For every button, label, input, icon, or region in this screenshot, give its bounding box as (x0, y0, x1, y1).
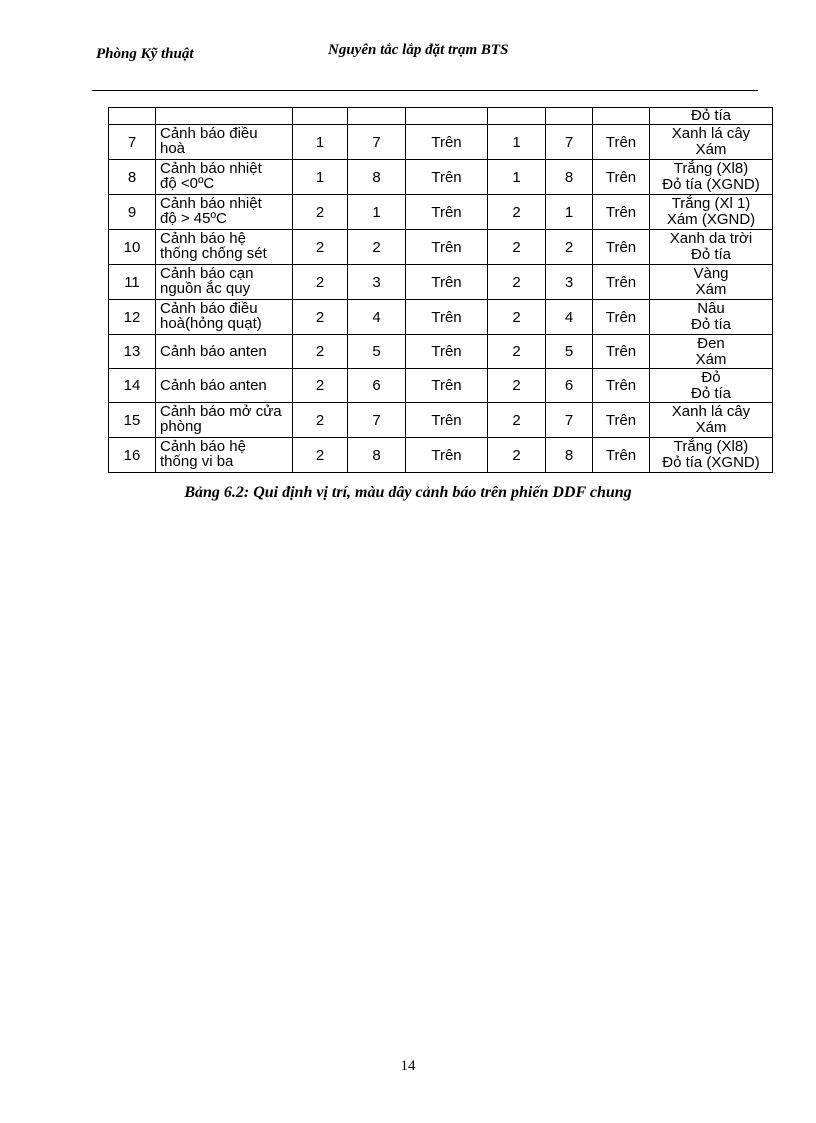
wire-color-primary: Xanh lá cây (671, 403, 751, 420)
wire-color-primary: Xanh da trời (669, 230, 753, 247)
page-number: 14 (400, 1058, 416, 1074)
wire-color-primary: Xanh lá cây (671, 125, 751, 142)
cell-no: 15 (109, 403, 156, 438)
cell-c6: Trên (593, 438, 650, 473)
table-row (109, 335, 773, 369)
cell-c4: 2 (488, 195, 546, 230)
table-row (109, 125, 773, 160)
cell-c5: 1 (546, 195, 593, 230)
cell-c1: 2 (293, 230, 348, 265)
cell-c5: 5 (546, 335, 593, 369)
cell-name-line1: Cảnh báo điều (160, 125, 258, 142)
cell-no (109, 108, 156, 125)
cell-name (156, 265, 293, 300)
cell-c1: 1 (293, 160, 348, 195)
cell-no: 12 (109, 300, 156, 335)
cell-name-line2: độ > 45ºC (160, 210, 227, 227)
cell-c4: 1 (488, 160, 546, 195)
cell-c2: 4 (348, 300, 406, 335)
cell-name-line1: Cảnh báo cạn (160, 265, 254, 282)
cell-c2 (348, 108, 406, 125)
cell-name (156, 230, 293, 265)
cell-c5: 4 (546, 300, 593, 335)
cell-name (156, 438, 293, 473)
cell-c6: Trên (593, 369, 650, 403)
cell-name-line2: nguồn ắc quy (160, 280, 251, 297)
cell-c2: 8 (348, 438, 406, 473)
cell-name-line1: Cảnh báo mở cửa (160, 403, 282, 420)
cell-c3 (406, 108, 488, 125)
cell-name (156, 300, 293, 335)
cell-no: 11 (109, 265, 156, 300)
table-row (109, 438, 773, 473)
cell-name-line2: hoà(hỏng quạt) (160, 315, 262, 332)
cell-wire-color (650, 369, 773, 403)
cell-wire-color (650, 335, 773, 369)
cell-name (156, 369, 293, 403)
cell-c4 (488, 108, 546, 125)
cell-c3: Trên (406, 335, 488, 369)
cell-c6: Trên (593, 403, 650, 438)
cell-c4: 2 (488, 438, 546, 473)
cell-c1: 2 (293, 335, 348, 369)
cell-name (156, 108, 293, 125)
cell-c5: 2 (546, 230, 593, 265)
cell-c1: 2 (293, 195, 348, 230)
cell-c4: 2 (488, 230, 546, 265)
table-row (109, 403, 773, 438)
cell-wire-color (650, 300, 773, 335)
wire-color-secondary: Đỏ tía (690, 246, 732, 263)
wire-color-primary: Trắng (Xl 1) (671, 195, 751, 212)
cell-c4: 2 (488, 403, 546, 438)
cell-name-line2: thống vi ba (160, 453, 234, 470)
wire-color-secondary: Đỏ tía (690, 316, 732, 333)
cell-name-line2: thống chống sét (160, 245, 267, 262)
wire-color-primary: Nâu (697, 300, 725, 317)
cell-c1 (293, 108, 348, 125)
cell-wire-color (650, 265, 773, 300)
cell-wire-color (650, 230, 773, 265)
wire-color-secondary: Đỏ tía (690, 384, 732, 402)
cell-c5: 8 (546, 438, 593, 473)
cell-wire-color (650, 195, 773, 230)
cell-name-line1: Cảnh báo anten (160, 343, 267, 360)
cell-wire-color: Đỏ tía (650, 108, 773, 125)
cell-name (156, 403, 293, 438)
wire-color-secondary: Xám (XGND) (666, 211, 756, 228)
cell-c1: 2 (293, 438, 348, 473)
cell-c3: Trên (406, 403, 488, 438)
wire-color-primary: Đỏ (701, 368, 721, 386)
cell-c6: Trên (593, 195, 650, 230)
cell-c6: Trên (593, 335, 650, 369)
cell-name-line1: Cảnh báo hệ (160, 438, 246, 455)
cell-c5: 6 (546, 369, 593, 403)
cell-name-line2: độ <0ºC (160, 175, 215, 192)
header-document-title: Nguyên tắc lắp đặt trạm BTS (328, 42, 509, 58)
cell-wire-color (650, 403, 773, 438)
cell-c5: 8 (546, 160, 593, 195)
wire-color-primary: Trắng (Xl8) (673, 438, 749, 455)
cell-c6: Trên (593, 300, 650, 335)
cell-c1: 1 (293, 125, 348, 160)
cell-c3: Trên (406, 195, 488, 230)
cell-c3: Trên (406, 125, 488, 160)
wire-color-secondary: Đỏ tía (XGND) (662, 454, 760, 471)
cell-c4: 2 (488, 265, 546, 300)
cell-c3: Trên (406, 369, 488, 403)
cell-no: 9 (109, 195, 156, 230)
cell-name-line1: Cảnh báo nhiệt (160, 160, 262, 177)
cell-c2: 1 (348, 195, 406, 230)
cell-c2: 8 (348, 160, 406, 195)
table-row (109, 195, 773, 230)
cell-no: 14 (109, 369, 156, 403)
cell-c1: 2 (293, 265, 348, 300)
table-caption: Bảng 6.2: Qui định vị trí, màu dây cảnh báo trên phiến DDF chung (184, 484, 632, 501)
cell-c1: 2 (293, 300, 348, 335)
header-divider (92, 90, 758, 91)
cell-name-line2: hoà (160, 140, 186, 157)
wire-color-primary: Đen (697, 334, 725, 352)
cell-c5: 3 (546, 265, 593, 300)
wire-color-secondary: Xám (695, 141, 727, 158)
table-row (109, 369, 773, 403)
cell-wire-color (650, 160, 773, 195)
cell-c6: Trên (593, 265, 650, 300)
cell-c4: 1 (488, 125, 546, 160)
cell-name (156, 160, 293, 195)
cell-no: 16 (109, 438, 156, 473)
cell-c2: 3 (348, 265, 406, 300)
cell-c5: 7 (546, 403, 593, 438)
wire-color-secondary: Xám (695, 281, 727, 298)
wire-color-primary: Vàng (693, 265, 729, 282)
cell-c3: Trên (406, 438, 488, 473)
cell-no: 7 (109, 125, 156, 160)
cell-c1: 2 (293, 369, 348, 403)
table-row-continued (109, 108, 773, 125)
cell-c3: Trên (406, 230, 488, 265)
cell-c6 (593, 108, 650, 125)
cell-c2: 5 (348, 335, 406, 369)
cell-name-line1: Cảnh báo điều (160, 300, 258, 317)
cell-c2: 6 (348, 369, 406, 403)
cell-name-line1: Cảnh báo nhiệt (160, 195, 262, 212)
cell-name-line1: Cảnh báo hệ (160, 230, 246, 247)
cell-c1: 2 (293, 403, 348, 438)
cell-name-line2: phòng (160, 418, 202, 435)
cell-no: 8 (109, 160, 156, 195)
cell-c6: Trên (593, 230, 650, 265)
header-department: Phòng Kỹ thuật (96, 46, 194, 62)
wire-color-primary: Trắng (Xl8) (673, 160, 749, 177)
cell-c4: 2 (488, 300, 546, 335)
cell-c2: 7 (348, 125, 406, 160)
cell-c4: 2 (488, 369, 546, 403)
table-row (109, 230, 773, 265)
cell-name (156, 335, 293, 369)
cell-c5: 7 (546, 125, 593, 160)
cell-name (156, 125, 293, 160)
cell-name-line1: Cảnh báo anten (160, 377, 267, 394)
cell-no: 13 (109, 335, 156, 369)
cell-no: 10 (109, 230, 156, 265)
cell-c2: 7 (348, 403, 406, 438)
cell-wire-color (650, 438, 773, 473)
table-row (109, 300, 773, 335)
cell-c3: Trên (406, 265, 488, 300)
wire-color-secondary: Đỏ tía (XGND) (662, 176, 760, 193)
cell-wire-color (650, 125, 773, 160)
alarm-wiring-table (108, 107, 773, 473)
cell-c3: Trên (406, 300, 488, 335)
cell-c4: 2 (488, 335, 546, 369)
cell-name (156, 195, 293, 230)
cell-c6: Trên (593, 125, 650, 160)
cell-c5 (546, 108, 593, 125)
cell-c6: Trên (593, 160, 650, 195)
cell-c3: Trên (406, 160, 488, 195)
wire-color-secondary: Xám (695, 419, 727, 436)
table-row (109, 265, 773, 300)
table-row (109, 160, 773, 195)
wire-color-secondary: Xám (695, 350, 727, 368)
cell-c2: 2 (348, 230, 406, 265)
